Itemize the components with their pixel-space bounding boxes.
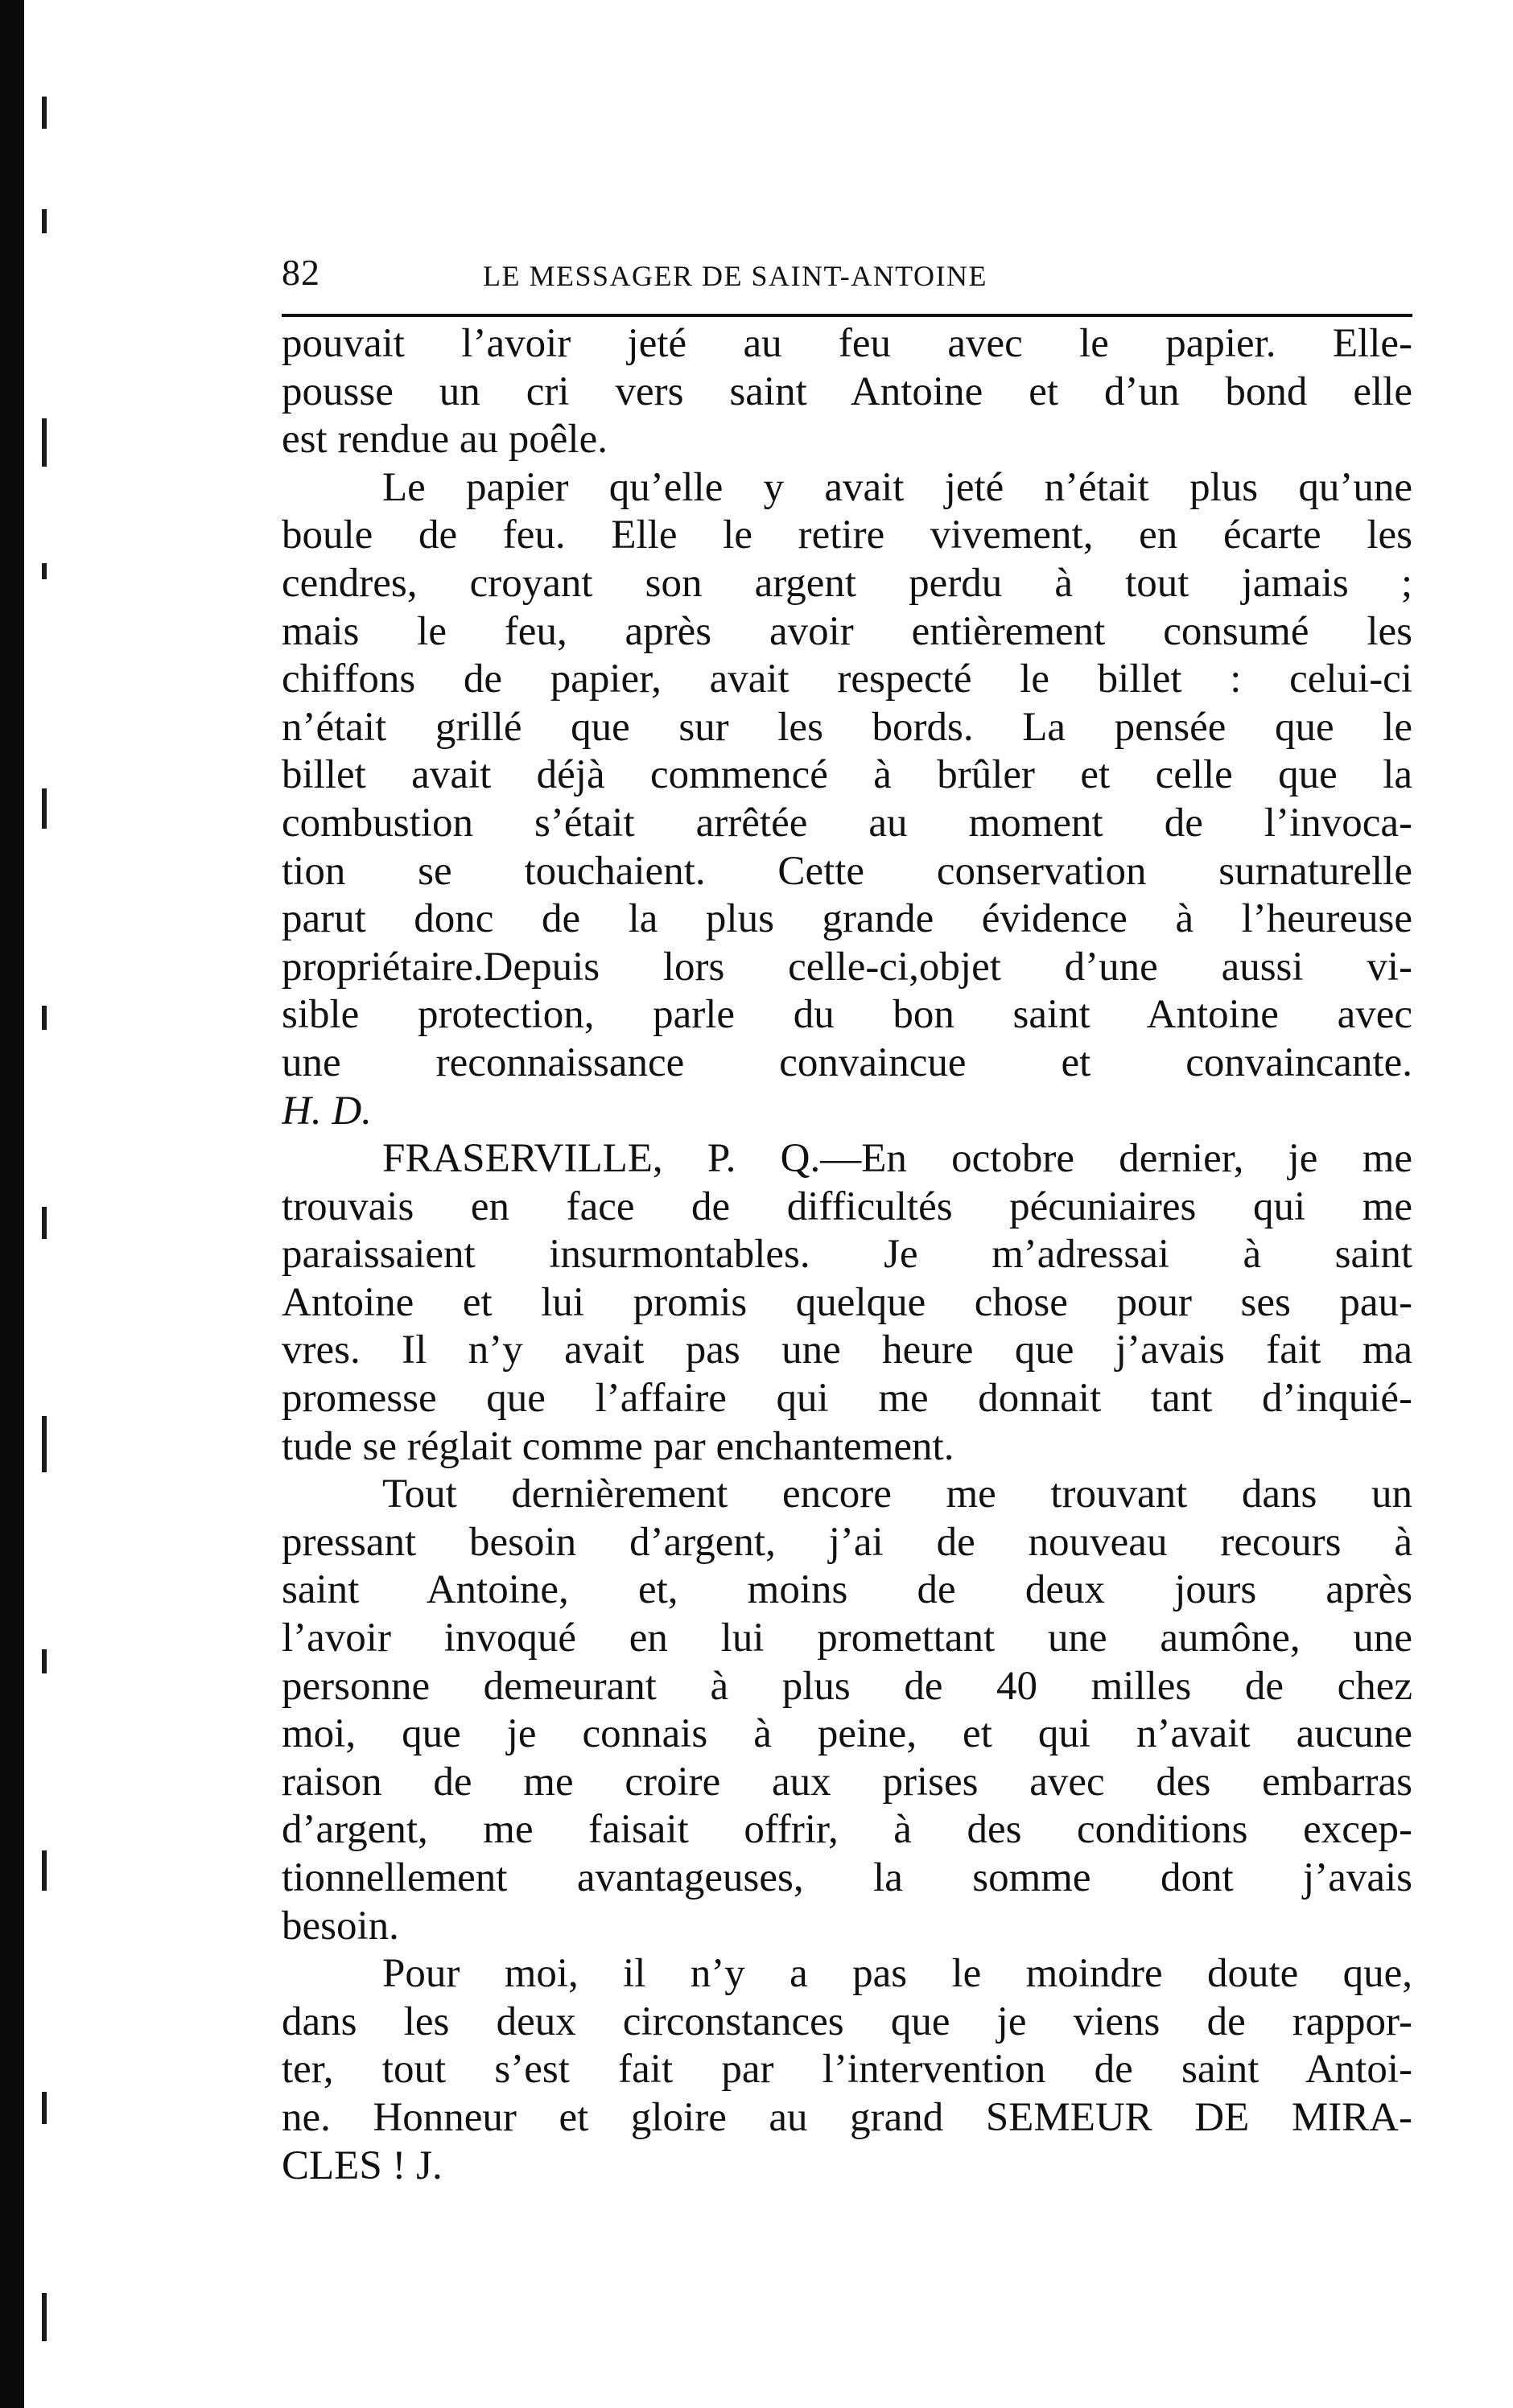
header-rule <box>282 314 1412 317</box>
text-line: billet avait déjà commencé à brûler et celle que la <box>282 752 1412 798</box>
text-line: mais le feu, après avoir entièrement consumé les <box>282 608 1412 654</box>
text-line: promesse que l’affaire qui me donnait tant d’inquié- <box>282 1376 1412 1422</box>
text-line: une reconnaissance convaincue et convaincante. <box>282 1039 1412 1085</box>
binding-speck <box>42 1649 47 1673</box>
text-line: dans les deux circonstances que je viens de rappor- <box>282 1998 1412 2044</box>
binding-speck <box>42 1850 47 1891</box>
binding-edge <box>0 0 24 2408</box>
text-line: l’avoir invoqué en lui promettant une aumône, une <box>282 1616 1412 1661</box>
text-line: Le papier qu’elle y avait jeté n’était plus qu’une <box>382 464 1412 510</box>
text-line: d’argent, me faisait offrir, à des conditions excep- <box>282 1807 1412 1853</box>
text-line: parut donc de la plus grande évidence à l’heureuse <box>282 896 1412 942</box>
binding-speck <box>42 97 47 129</box>
text-line: tionnellement avantageuses, la somme dont j’avais <box>282 1855 1412 1900</box>
text-line: combustion s’était arrêtée au moment de l’invoca- <box>282 800 1412 846</box>
text-line: sible protection, parle du bon saint Antoine avec <box>282 992 1412 1038</box>
text-line: pousse un cri vers saint Antoine et d’un bond elle <box>282 368 1412 414</box>
body-text <box>282 320 1412 2190</box>
text-line: propriétaire.Depuis lors celle-ci,objet d’une aussi vi- <box>282 944 1412 990</box>
text-line: Pour moi, il n’y a pas le moindre doute que, <box>382 1951 1412 1997</box>
text-line: moi, que je connais à peine, et qui n’avait aucune <box>282 1711 1412 1757</box>
text-line: raison de me croire aux prises avec des embarras <box>282 1759 1412 1805</box>
binding-speck <box>42 2092 47 2124</box>
text-line: ne. Honneur et gloire au grand SEMEUR DE MIRA- <box>282 2094 1412 2140</box>
binding-speck <box>42 209 47 233</box>
binding-speck <box>42 2293 47 2341</box>
text-line: boule de feu. Elle le retire vivement, en écarte les <box>282 512 1412 558</box>
text-line: saint Antoine, et, moins de deux jours après <box>282 1567 1412 1613</box>
text-line: Tout dernièrement encore me trouvant dans un <box>382 1472 1412 1517</box>
text-line: besoin. <box>282 1903 399 1949</box>
text-line: FRASERVILLE, P. Q.—En octobre dernier, je me <box>382 1136 1412 1182</box>
binding-speck <box>42 563 47 579</box>
text-line: Antoine et lui promis quelque chose pour ses pau- <box>282 1279 1412 1325</box>
text-line: pouvait l’avoir jeté au feu avec le papier. Elle- <box>282 321 1412 366</box>
text-line: personne demeurant à plus de 40 milles de chez <box>282 1663 1412 1709</box>
running-head <box>282 241 1412 306</box>
binding-speck <box>42 418 47 467</box>
text-line: trouvais en face de difficultés pécuniaires qui me <box>282 1183 1412 1229</box>
text-line: n’était grillé que sur les bords. La pensée que le <box>282 704 1412 750</box>
text-line: vres. Il n’y avait pas une heure que j’avais fait ma <box>282 1327 1412 1373</box>
binding-speck <box>42 788 47 829</box>
binding-speck <box>42 1207 47 1239</box>
page-number: 82 <box>282 252 320 293</box>
text-line: chiffons de papier, avait respecté le billet : celui-ci <box>282 657 1412 702</box>
binding-speck <box>42 1416 47 1472</box>
running-head-title: LE MESSAGER DE SAINT-ANTOINE <box>483 260 987 292</box>
text-line: pressant besoin d’argent, j’ai de nouveau recours à <box>282 1519 1412 1565</box>
book-page <box>282 241 1412 2190</box>
text-line: tude se réglait comme par enchantement. <box>282 1423 954 1469</box>
binding-speck <box>42 1006 47 1030</box>
text-line: cendres, croyant son argent perdu à tout jamais ; <box>282 560 1412 606</box>
text-line: paraissaient insurmontables. Je m’adressai à saint <box>282 1232 1412 1278</box>
text-line: H. D. <box>282 1088 372 1134</box>
text-line: ter, tout s’est fait par l’intervention de saint Antoi- <box>282 2047 1412 2093</box>
text-line: CLES ! J. <box>282 2143 443 2188</box>
text-line: est rendue au poêle. <box>282 417 608 463</box>
text-line: tion se touchaient. Cette conservation surnaturelle <box>282 848 1412 894</box>
